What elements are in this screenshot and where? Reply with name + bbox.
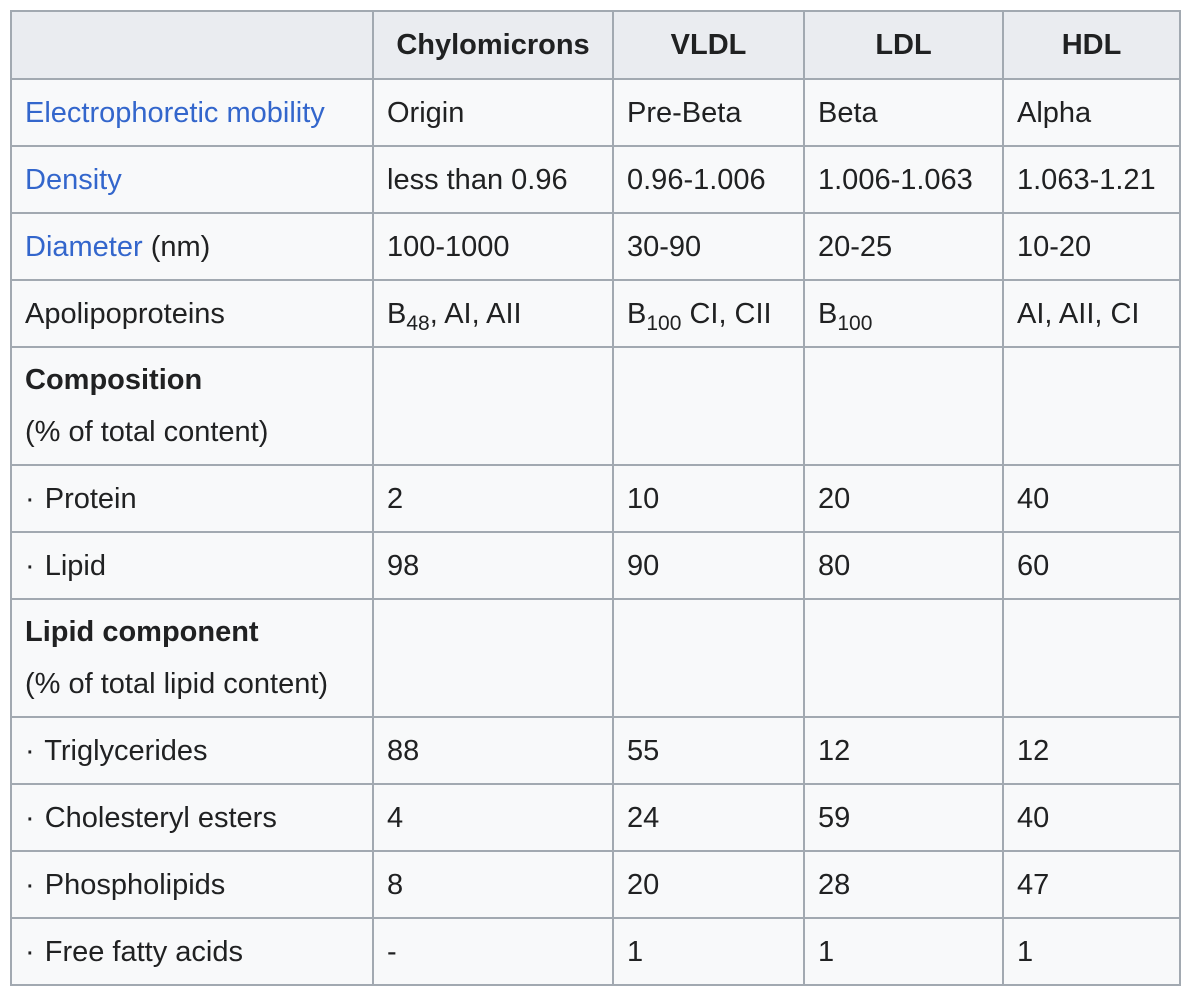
apo-base: B <box>387 297 407 330</box>
table-row-protein <box>11 465 1180 532</box>
cell: 20 <box>613 851 804 918</box>
apo-rest: CI, CII <box>681 297 772 330</box>
cell-apo-chylomicrons <box>373 280 613 347</box>
cell: 30-90 <box>613 213 804 280</box>
density-link[interactable]: Density <box>25 163 122 196</box>
cell-empty <box>1003 347 1180 465</box>
cell: 28 <box>804 851 1003 918</box>
cell: 10-20 <box>1003 213 1180 280</box>
cell: 60 <box>1003 532 1180 599</box>
apo-base: B <box>818 297 838 330</box>
lipoprotein-table <box>10 10 1181 986</box>
row-label-phospholipids <box>11 851 373 918</box>
apo-subscript: 100 <box>646 311 682 335</box>
cell: 1 <box>1003 918 1180 985</box>
cell: - <box>373 918 613 985</box>
row-label-diameter <box>11 213 373 280</box>
row-label-free-fatty-acids <box>11 918 373 985</box>
cell: 2 <box>373 465 613 532</box>
cell-empty <box>613 347 804 465</box>
cell: 100-1000 <box>373 213 613 280</box>
cell: 12 <box>804 717 1003 784</box>
row-label-triglycerides <box>11 717 373 784</box>
cell-empty <box>804 599 1003 717</box>
bullet: · <box>25 549 35 582</box>
cell: 20 <box>804 465 1003 532</box>
cell: 80 <box>804 532 1003 599</box>
protein-label: Protein <box>44 482 137 515</box>
table-row-phospholipids <box>11 851 1180 918</box>
cell: 59 <box>804 784 1003 851</box>
apo-subscript: 48 <box>406 311 430 335</box>
cell: less than 0.96 <box>373 146 613 213</box>
bullet: · <box>25 935 35 968</box>
apo-base: B <box>627 297 647 330</box>
cell: 1.063-1.21 <box>1003 146 1180 213</box>
cell: 88 <box>373 717 613 784</box>
table-row-triglycerides <box>11 717 1180 784</box>
electrophoretic-mobility-link[interactable]: Electrophoretic mobility <box>25 96 325 129</box>
cell-empty <box>804 347 1003 465</box>
cell-apo-vldl <box>613 280 804 347</box>
free-fatty-acids-label: Free fatty acids <box>44 935 243 968</box>
cell-empty <box>613 599 804 717</box>
diameter-link[interactable]: Diameter <box>25 230 143 263</box>
cell: 1 <box>613 918 804 985</box>
table-row-mobility <box>11 79 1180 146</box>
row-label-composition <box>11 347 373 465</box>
cell: 98 <box>373 532 613 599</box>
composition-title: Composition <box>25 364 203 396</box>
row-label-apolipoproteins: Apolipoproteins <box>11 280 373 347</box>
bullet: · <box>25 868 35 901</box>
header-ldl: LDL <box>804 11 1003 79</box>
cell: 1.006-1.063 <box>804 146 1003 213</box>
lipid-label: Lipid <box>44 549 107 582</box>
cell: 0.96-1.006 <box>613 146 804 213</box>
bullet: · <box>25 482 35 515</box>
row-label-lipid <box>11 532 373 599</box>
phospholipids-label: Phospholipids <box>44 868 226 901</box>
composition-note: (% of total content) <box>25 416 269 448</box>
header-corner <box>11 11 373 79</box>
cell: Origin <box>373 79 613 146</box>
table-row-apolipoproteins <box>11 280 1180 347</box>
table-row-composition <box>11 347 1180 465</box>
row-label-mobility <box>11 79 373 146</box>
cell: 40 <box>1003 784 1180 851</box>
lipid-component-title: Lipid component <box>25 616 259 648</box>
cell-empty <box>373 599 613 717</box>
table-row-density <box>11 146 1180 213</box>
row-label-protein <box>11 465 373 532</box>
cell: 4 <box>373 784 613 851</box>
table-row-lipid <box>11 532 1180 599</box>
table-row-cholesteryl-esters <box>11 784 1180 851</box>
cell-empty <box>373 347 613 465</box>
cell: 8 <box>373 851 613 918</box>
cell: 90 <box>613 532 804 599</box>
cell-apo-ldl <box>804 280 1003 347</box>
row-label-density <box>11 146 373 213</box>
header-vldl: VLDL <box>613 11 804 79</box>
table-row-free-fatty-acids <box>11 918 1180 985</box>
bullet: · <box>25 734 35 767</box>
cell: Pre-Beta <box>613 79 804 146</box>
cell: 12 <box>1003 717 1180 784</box>
bullet: · <box>25 801 35 834</box>
header-hdl: HDL <box>1003 11 1180 79</box>
triglycerides-label: Triglycerides <box>44 734 208 767</box>
apo-rest: , AI, AII <box>429 297 522 330</box>
lipid-component-note: (% of total lipid content) <box>25 668 329 700</box>
cell: Alpha <box>1003 79 1180 146</box>
row-label-lipid-component <box>11 599 373 717</box>
cell: 40 <box>1003 465 1180 532</box>
header-row <box>11 11 1180 79</box>
cell-empty <box>1003 599 1180 717</box>
cell: 10 <box>613 465 804 532</box>
table-row-lipid-component <box>11 599 1180 717</box>
header-chylomicrons: Chylomicrons <box>373 11 613 79</box>
diameter-unit: (nm) <box>142 230 211 263</box>
cholesteryl-esters-label: Cholesteryl esters <box>44 801 277 834</box>
row-label-cholesteryl-esters <box>11 784 373 851</box>
cell: 55 <box>613 717 804 784</box>
apo-subscript: 100 <box>837 311 873 335</box>
cell: 24 <box>613 784 804 851</box>
cell: 1 <box>804 918 1003 985</box>
cell-apo-hdl: AI, AII, CI <box>1003 280 1180 347</box>
cell: 20-25 <box>804 213 1003 280</box>
cell: 47 <box>1003 851 1180 918</box>
table-row-diameter <box>11 213 1180 280</box>
cell: Beta <box>804 79 1003 146</box>
